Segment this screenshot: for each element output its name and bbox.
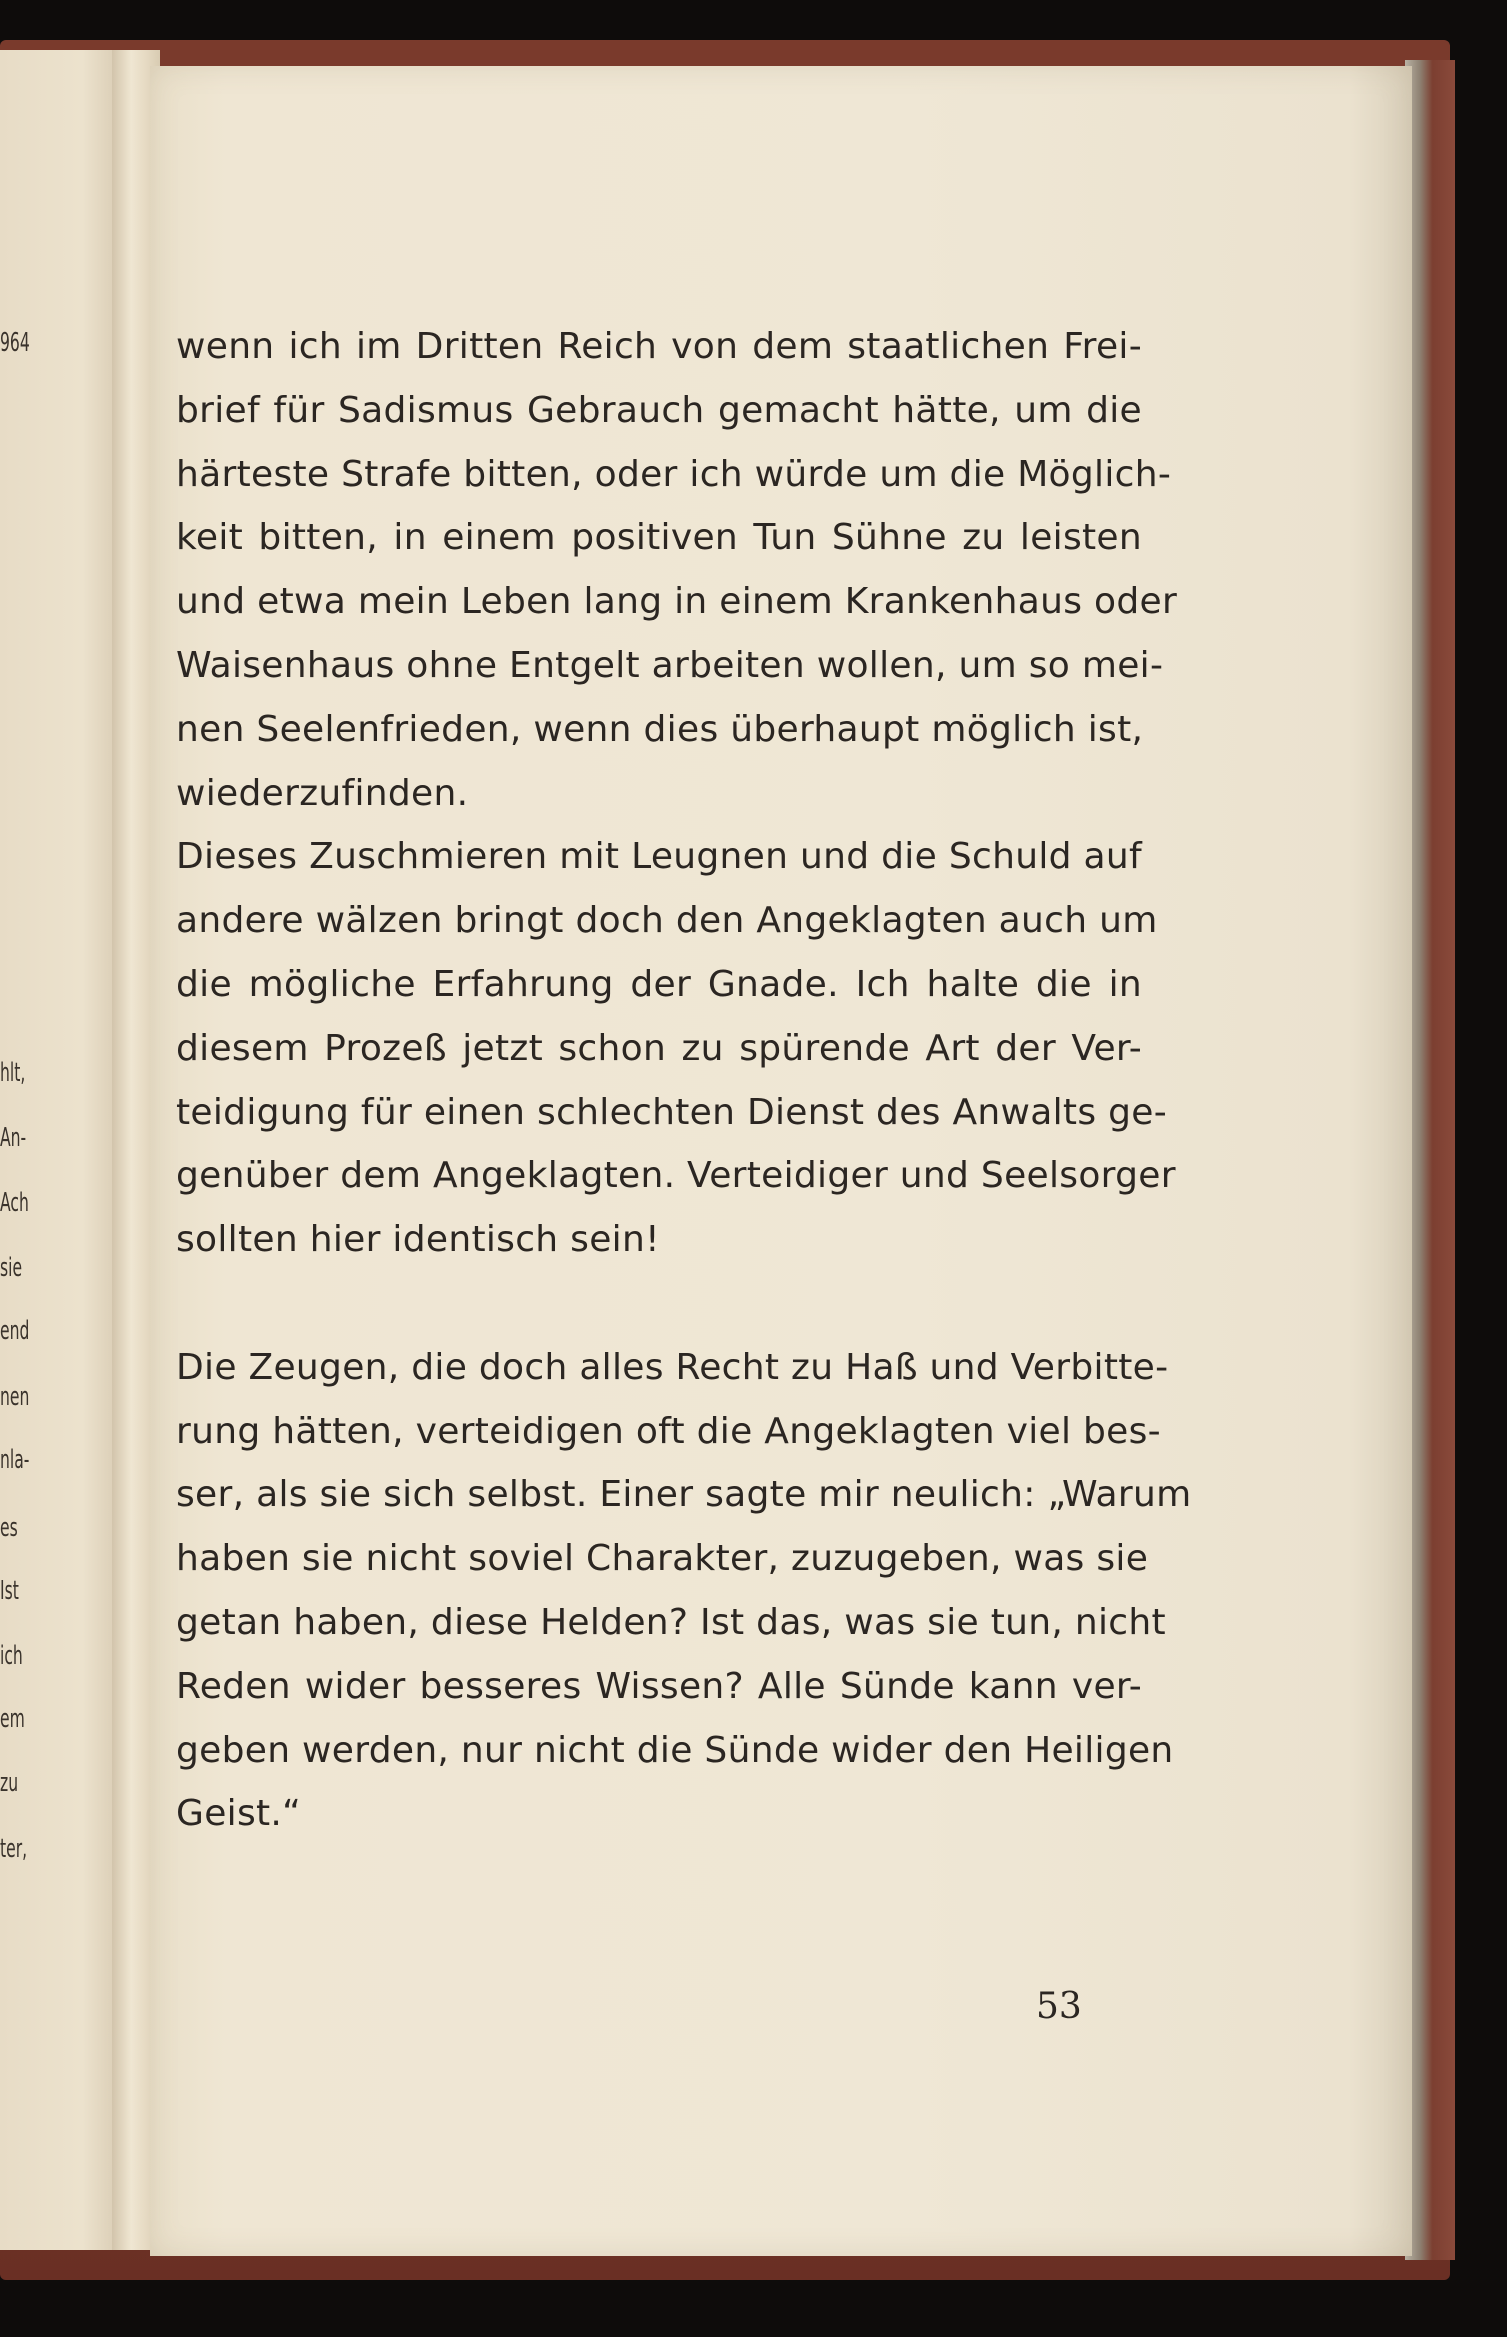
text-line: Die Zeugen, die doch alles Recht zu Haß und Verbitte- [176, 1346, 1169, 1388]
text-line: geben werden, nur nicht die Sünde wider den Heiligen [176, 1729, 1174, 1771]
left-margin-fragment: 964 [0, 328, 30, 358]
left-margin-fragment: end [0, 1316, 30, 1346]
paragraph [176, 825, 1176, 1272]
text-line: die mögliche Erfahrung der Gnade. Ich halte die in [176, 963, 1142, 1005]
text-line: Reden wider besseres Wissen? Alle Sünde kann ver- [176, 1665, 1142, 1707]
text-line: rung hätten, verteidigen oft die Angeklagten viel bes- [176, 1410, 1161, 1452]
text-line: Geist.“ [176, 1793, 302, 1835]
text-line: andere wälzen bringt doch den Angeklagten auch um [176, 900, 1158, 942]
page-text [176, 315, 1192, 1846]
text-line: haben sie nicht soviel Charakter, zuzugeben, was sie [176, 1538, 1149, 1580]
text-line: diesem Prozeß jetzt schon zu spürende Art der Ver- [176, 1027, 1142, 1069]
page-number: 53 [1036, 1986, 1082, 2027]
cover-edge [1405, 60, 1455, 2260]
text-line: und etwa mein Leben lang in einem Krankenhaus oder [176, 581, 1178, 623]
left-margin-fragment: zu [0, 1768, 19, 1798]
left-margin-fragment: Ach [0, 1188, 29, 1218]
left-margin-fragment: hlt, [0, 1058, 26, 1088]
text-line: sollten hier identisch sein! [176, 1219, 660, 1261]
text-line: wiederzufinden. [176, 772, 469, 814]
text-line: ser, als sie sich selbst. Einer sagte mir neulich: „Warum [176, 1474, 1192, 1516]
text-line: getan haben, diese Helden? Ist das, was sie tun, nicht [176, 1601, 1166, 1643]
text-line: Waisenhaus ohne Entgelt arbeiten wollen, um so mei- [176, 644, 1164, 686]
left-margin-fragment: es [0, 1513, 18, 1543]
text-line: nen Seelenfrieden, wenn dies überhaupt möglich ist, [176, 708, 1144, 750]
left-margin-fragment: ich [0, 1641, 23, 1671]
text-line: härteste Strafe bitten, oder ich würde um die Möglich- [176, 453, 1172, 495]
paragraph [176, 1336, 1192, 1846]
left-margin-fragment: sie [0, 1253, 23, 1283]
text-line: genüber dem Angeklagten. Verteidiger und Seelsorger [176, 1155, 1176, 1197]
paragraph-spacer [176, 1272, 1142, 1336]
left-margin-fragment: nen [0, 1382, 30, 1412]
text-line: wenn ich im Dritten Reich von dem staatlichen Frei- [176, 326, 1142, 367]
left-margin-fragment: nla- [0, 1445, 30, 1475]
text-line: brief für Sadismus Gebrauch gemacht hätte, um die [176, 389, 1142, 431]
paragraph [176, 315, 1178, 825]
left-margin-fragment: ter, [0, 1834, 28, 1864]
text-line: Dieses Zuschmieren mit Leugnen und die Schuld auf [176, 836, 1142, 878]
left-margin-fragment: em [0, 1704, 25, 1734]
text-line: keit bitten, in einem positiven Tun Sühne zu leisten [176, 517, 1142, 559]
left-margin-fragment: An- [0, 1123, 27, 1153]
text-line: teidigung für einen schlechten Dienst des Anwalts ge- [176, 1091, 1168, 1133]
left-margin-fragment: Ist [0, 1576, 19, 1606]
